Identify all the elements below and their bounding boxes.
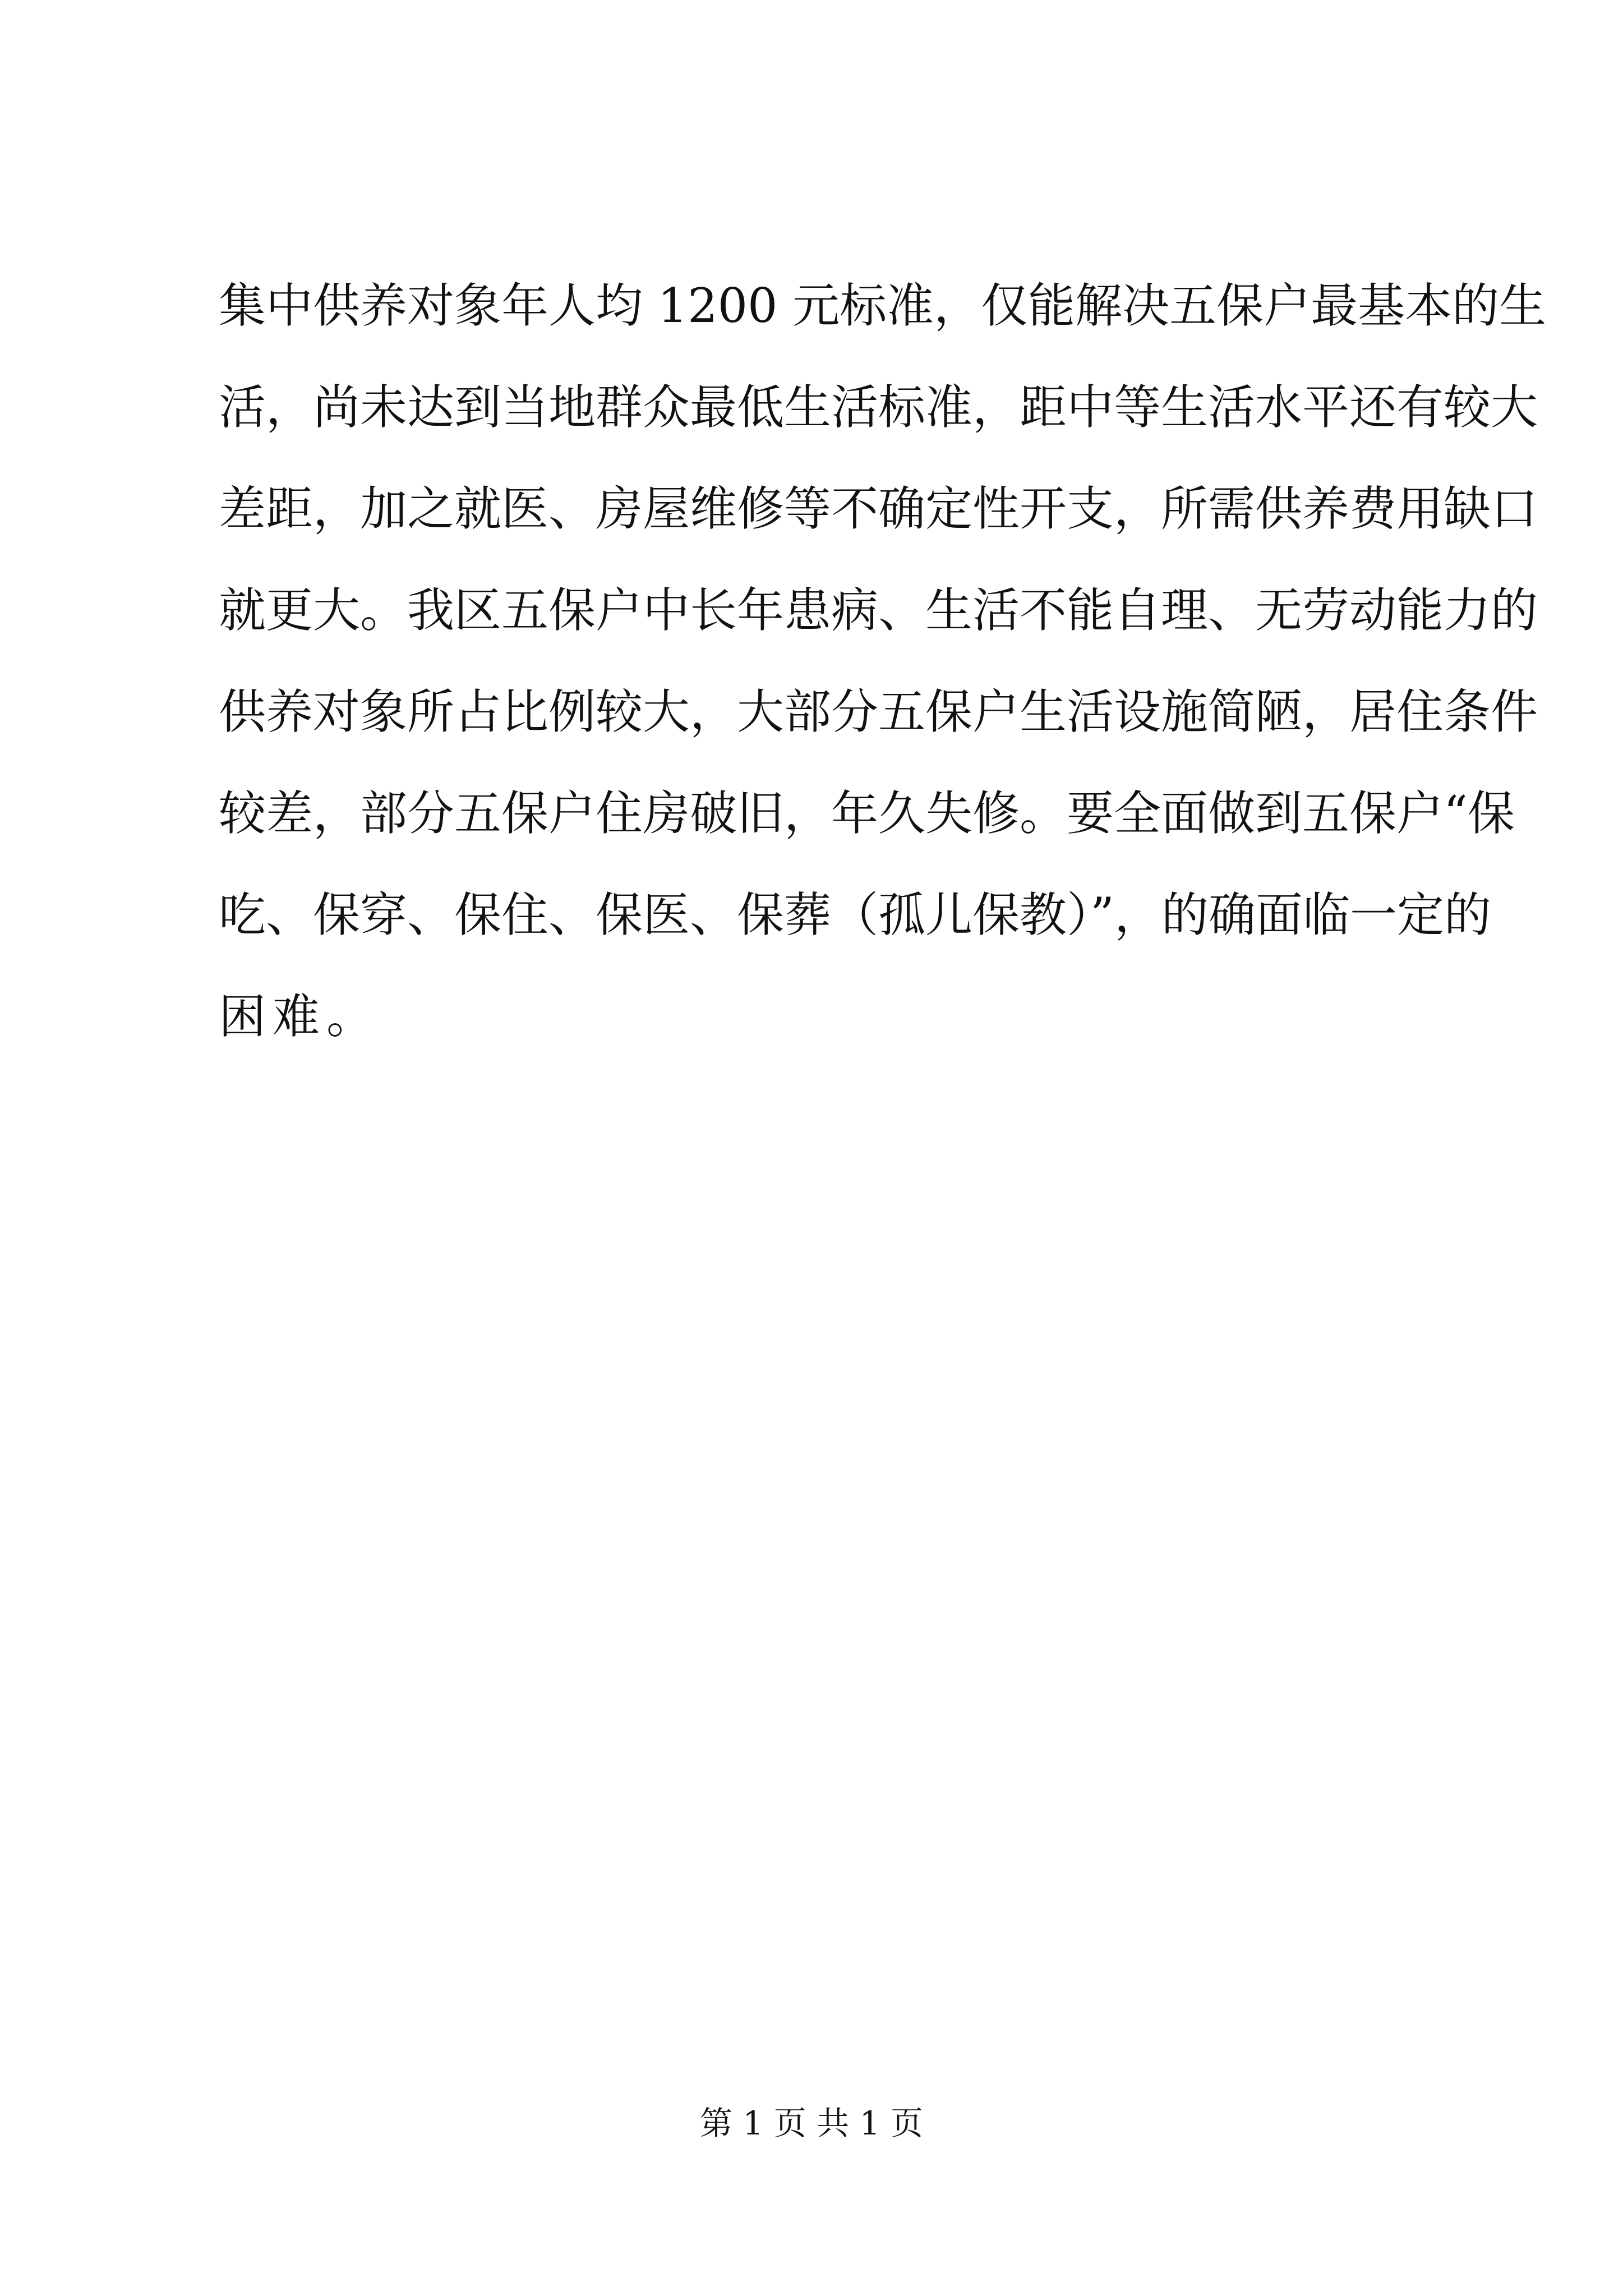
paragraph-line: 差距，加之就医、房屋维修等不确定性开支，所需供养费用缺口 — [219, 481, 1538, 536]
paragraph — [219, 255, 1547, 1068]
paragraph-line: 较差，部分五保户住房破旧，年久失修。要全面做到五保户“保 — [219, 786, 1515, 841]
paragraph-line: 吃、保穿、保住、保医、保葬（孤儿保教）”，的确面临一定的 — [219, 887, 1491, 942]
paragraph-line: 困难。 — [219, 989, 381, 1044]
paragraph-line: 集中供养对象年人均 1200 元标准，仅能解决五保户最基本的生 — [219, 278, 1547, 333]
paragraph-line: 活，尚未达到当地群众最低生活标准，距中等生活水平还有较大 — [219, 380, 1538, 435]
paragraph-line: 就更大。我区五保户中长年患病、生活不能自理、无劳动能力的 — [219, 583, 1538, 638]
paragraph-line: 供养对象所占比例较大，大部分五保户生活设施简陋，居住条件 — [219, 684, 1538, 739]
page-footer: 第 1 页 共 1 页 — [700, 2104, 923, 2142]
